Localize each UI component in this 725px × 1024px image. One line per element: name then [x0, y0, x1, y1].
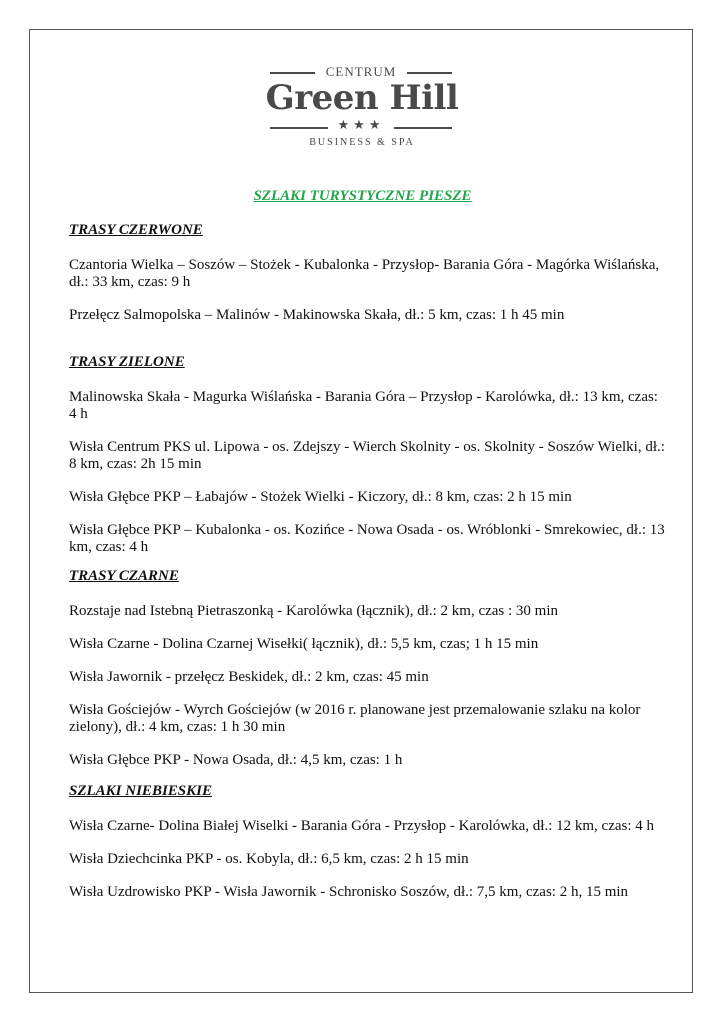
trail-item: Wisła Głębce PKP – Łabajów - Stożek Wielki - Kiczory, dł.: 8 km, czas: 2 h 15 min: [69, 489, 572, 505]
logo-brand-name: Green Hill: [265, 78, 459, 118]
trail-item: Rozstaje nad Istebną Pietraszonką - Karolówka (łącznik), dł.: 2 km, czas : 30 min: [69, 603, 559, 619]
logo-star-row: [270, 120, 452, 134]
logo-star-rule-right: [394, 127, 452, 129]
trail-item: Wisła Czarne- Dolina Białej Wiselki - Barania Góra - Przysłop - Karolówka, dł.: 12 km, czas: 4 h: [69, 818, 655, 834]
document-title: SZLAKI TURYSTYCZNE PIESZE: [253, 188, 472, 204]
logo-stars-icon: ★★★: [337, 118, 385, 133]
trail-item: Przełęcz Salmopolska – Malinów - Makinowska Skała, dł.: 5 km, czas: 1 h 45 min: [69, 307, 565, 323]
green-hill-logo: [262, 60, 462, 152]
section-heading-green: TRASY ZIELONE: [69, 354, 185, 370]
trail-item: Wisła Jawornik - przełęcz Beskidek, dł.: 2 km, czas: 45 min: [69, 669, 429, 685]
trail-item: Wisła Gościejów - Wyrch Gościejów (w 2016 r. planowane jest przemalowanie szlaku na kolor zielony), dł.: 4 km, czas: 1 h 30 min: [69, 702, 641, 735]
section-heading-black: TRASY CZARNE: [69, 568, 179, 584]
logo-centrum-text: CENTRUM: [325, 64, 397, 79]
trail-item: Wisła Uzdrowisko PKP - Wisła Jawornik - Schronisko Soszów, dł.: 7,5 km, czas: 2 h, 15 min: [69, 884, 629, 900]
trail-item: Wisła Dziechcinka PKP - os. Kobyla, dł.: 6,5 km, czas: 2 h 15 min: [69, 851, 469, 867]
logo-rule-right: [407, 72, 452, 74]
trail-item: Wisła Centrum PKS ul. Lipowa - os. Zdejszy - Wierch Skolnity - os. Skolnity - Soszów Wielki, dł.: 8 km, czas: 2h 15 min: [69, 439, 665, 472]
document-body: [69, 220, 669, 917]
logo-tagline: BUSINESS & SPA: [309, 137, 415, 148]
trail-item: Malinowska Skała - Magurka Wiślańska - Barania Góra – Przysłop - Karolówka, dł.: 13 km, czas: 4 h: [69, 389, 658, 422]
trail-item: Czantoria Wielka – Soszów – Stożek - Kubalonka - Przysłop- Barania Góra - Magórka Wiślańska, dł.: 33 km, czas: 9 h: [69, 257, 660, 290]
trail-item: Wisła Czarne - Dolina Czarnej Wisełki( łącznik), dł.: 5,5 km, czas; 1 h 15 min: [69, 636, 539, 652]
trail-item: Wisła Głębce PKP - Nowa Osada, dł.: 4,5 km, czas: 1 h: [69, 752, 403, 768]
section-heading-blue: SZLAKI NIEBIESKIE: [69, 783, 212, 799]
trail-item: Wisła Głębce PKP – Kubalonka - os. Kozińce - Nowa Osada - os. Wróblonki - Smrekowiec, dł.: 13 km, czas: 4 h: [69, 522, 665, 555]
section-heading-red: TRASY CZERWONE: [69, 222, 203, 238]
